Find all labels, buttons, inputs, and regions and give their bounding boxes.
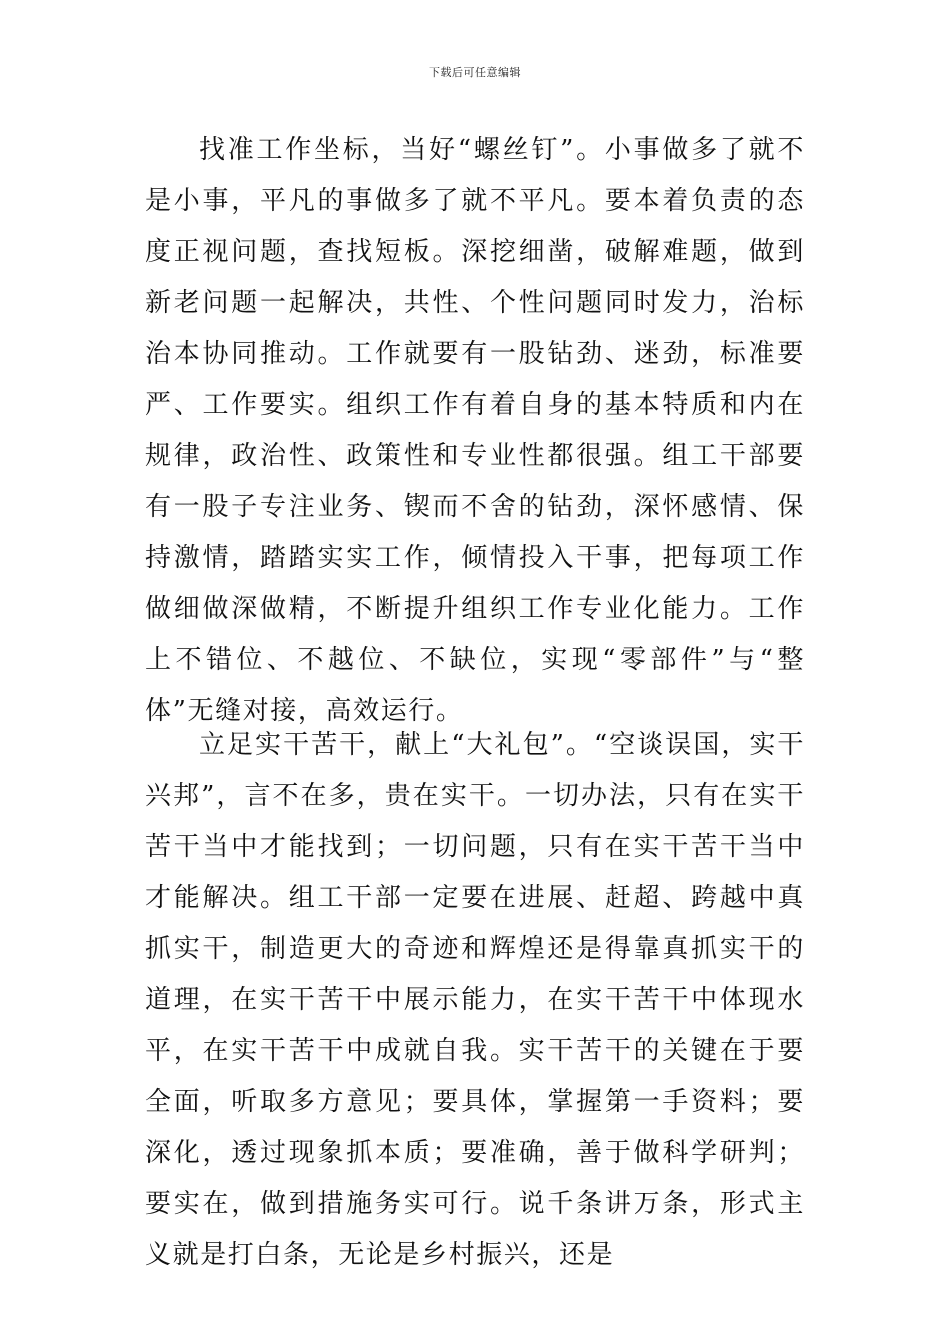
page-header-note: 下载后可任意编辑 [429,66,521,79]
body-paragraph: 立足实干苦干，献上“大礼包”。“空谈误国，实干兴邦”，言不在多，贵在实干。一切办法，只有在实干苦干当中才能找到；一切问题，只有在实干苦干当中才能解决。组工干部一定要在进展、赶超、跨越中真抓实干，制造更大的奇迹和辉煌还是得靠真抓实干的道理，在实干苦干中展示能力，在实干苦干中体现水平，在实干苦干中成就自我。实干苦干的关键在于要全面，听取多方意见；要具体，掌握第一手资料；要深化，透过现象抓本质；要准确，善于做科学研判；要实在，做到措施务实可行。说千条讲万条，形式主义就是打白条，无论是乡村振兴，还是 [145,730,805,1270]
body-paragraph: 找准工作坐标，当好“螺丝钉”。小事做多了就不是小事，平凡的事做多了就不平凡。要本着负责的态度正视问题，查找短板。深挖细凿，破解难题，做到新老问题一起解决，共性、个性问题同时发力，治标治本协同推动。工作就要有一股钻劲、迷劲，标准要严、工作要实。组织工作有着自身的基本特质和内在规律，政治性、政策性和专业性都很强。组工干部要有一股子专注业务、锲而不舍的钻劲，深怀感情、保持激情，踏踏实实工作，倾情投入干事，把每项工作做细做深做精，不断提升组织工作专业化能力。工作上不错位、不越位、不缺位，实现“零部件”与“整体”无缝对接，高效运行。 [145,135,805,726]
